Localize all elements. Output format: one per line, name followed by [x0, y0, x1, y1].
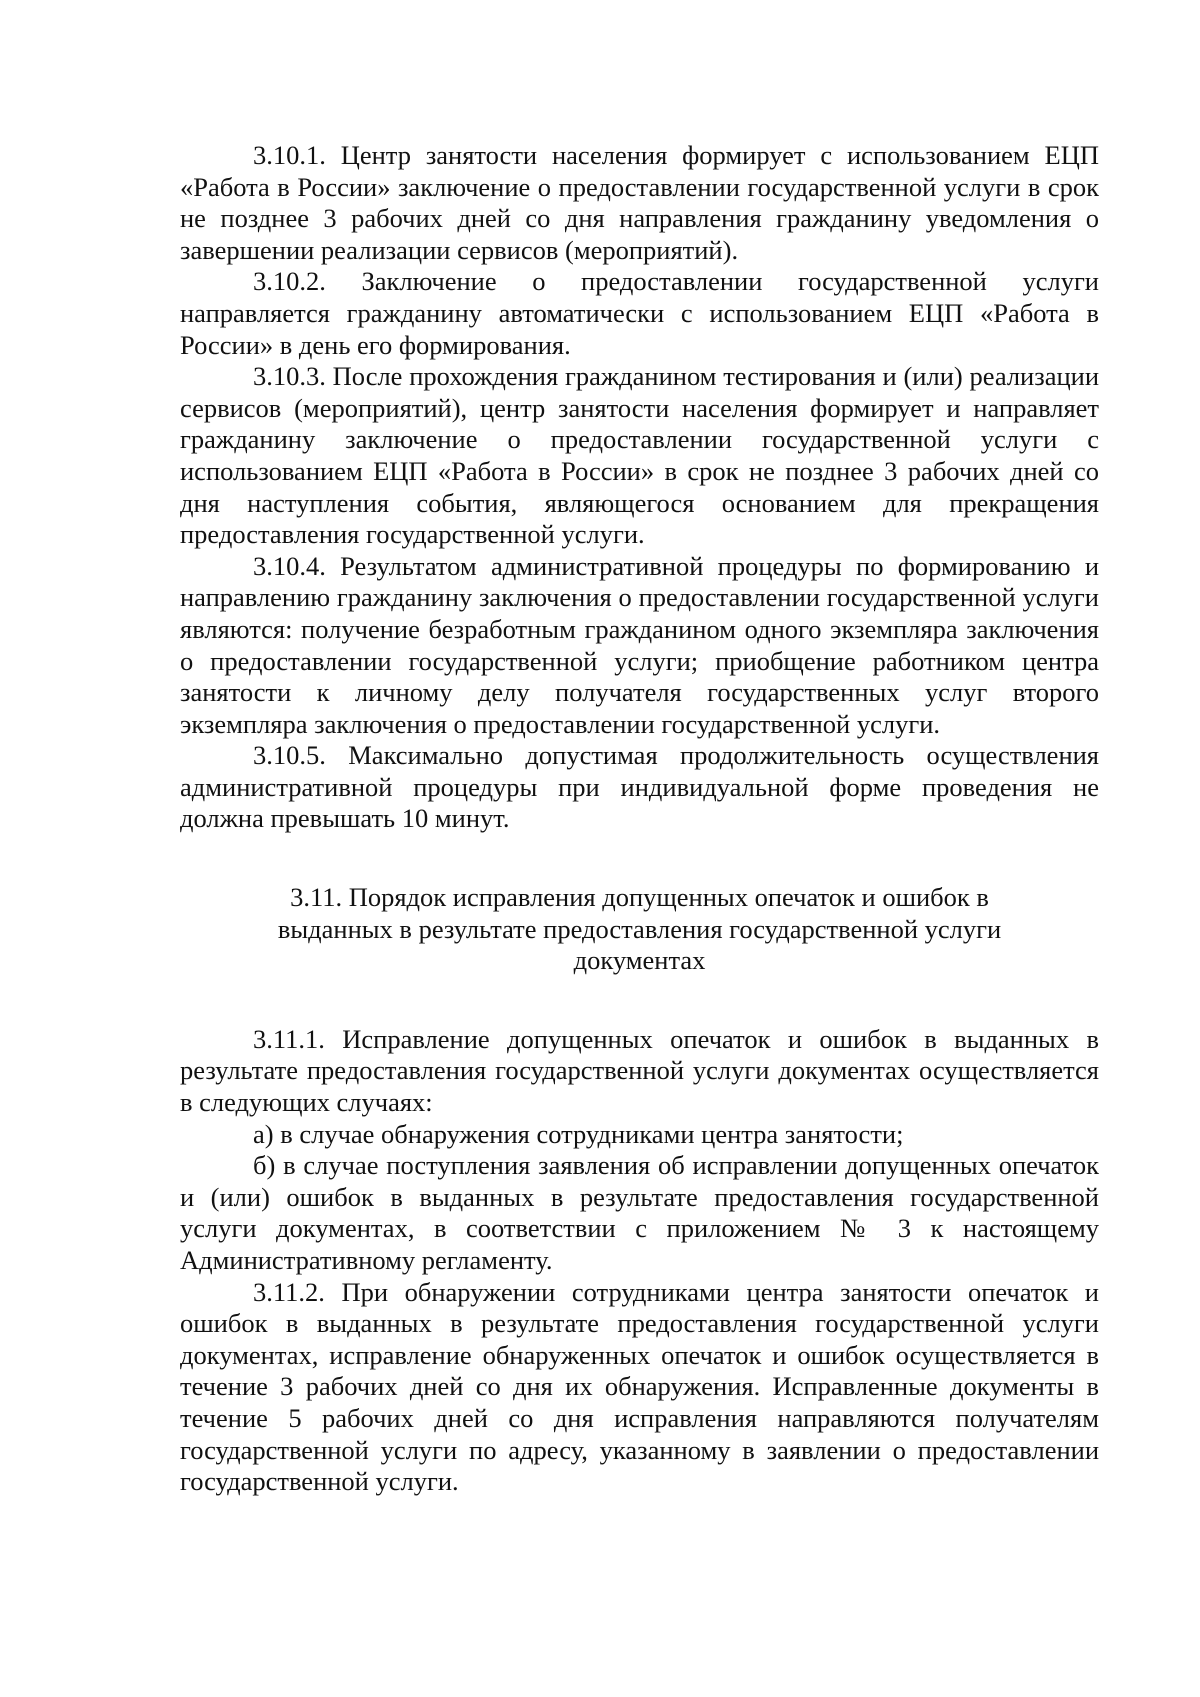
list-item-b: б) в случае поступления заявления об исправлении допущенных опечаток и (или) ошибок в выданных в результате предоставления государственной услуги документах, в соответствии с приложением № 3 к настоящему Административному регламенту.	[180, 1150, 1099, 1275]
paragraph-3-11-2: 3.11.2. При обнаружении сотрудниками центра занятости опечаток и ошибок в выданных в результате предоставления государственной услуги документах, исправление обнаруженных опечаток и ошибок осуществляется в течение 3 рабочих дней со дня их обнаружения. Исправленные документы в течение 5 рабочих дней со дня исправления направляются получателям государственной услуги по адресу, указанному в заявлении о предоставлении государственной услуги.	[180, 1276, 1099, 1497]
list-item-a: а) в случае обнаружения сотрудниками центра занятости;	[253, 1118, 904, 1149]
paragraph-3-10-2: 3.10.2. Заключение о предоставлении государственной услуги направляется гражданину автоматически с использованием ЕЦП «Работа в России» в день его формирования.	[180, 266, 1099, 360]
section-heading-3-11: 3.11. Порядок исправления допущенных опечаток и ошибок в выданных в результате предоставления государственной услуги документах	[277, 882, 1002, 976]
document-body	[180, 140, 1099, 1498]
paragraph-3-10-1: 3.10.1. Центр занятости населения формирует с использованием ЕЦП «Работа в России» заключение о предоставлении государственной услуги в срок не позднее 3 рабочих дней со дня направления гражданину уведомления о завершении реализации сервисов (мероприятий).	[180, 140, 1099, 265]
paragraph-3-10-4: 3.10.4. Результатом административной процедуры по формированию и направлению гражданину заключения о предоставлении государственной услуги являются: получение безработным гражданином одного экземпляра заключения о предоставлении государственной услуги; приобщение работником центра занятости к личному делу получателя государственных услуг второго экземпляра заключения о предоставлении государственной услуги.	[180, 550, 1099, 739]
paragraph-3-10-3: 3.10.3. После прохождения гражданином тестирования и (или) реализации сервисов (мероприятий), центр занятости населения формирует и направляет гражданину заключение о предоставлении государственной услуги с использованием ЕЦП «Работа в России» в срок не позднее 3 рабочих дней со дня наступления события, являющегося основанием для прекращения предоставления государственной услуги.	[180, 361, 1099, 550]
paragraph-3-10-5: 3.10.5. Максимально допустимая продолжительность осуществления административной процедуры при индивидуальной форме проведения не должна превышать 10 минут.	[180, 740, 1099, 834]
paragraph-3-11-1: 3.11.1. Исправление допущенных опечаток и ошибок в выданных в результате предоставления государственной услуги документах осуществляется в следующих случаях:	[180, 1023, 1099, 1118]
